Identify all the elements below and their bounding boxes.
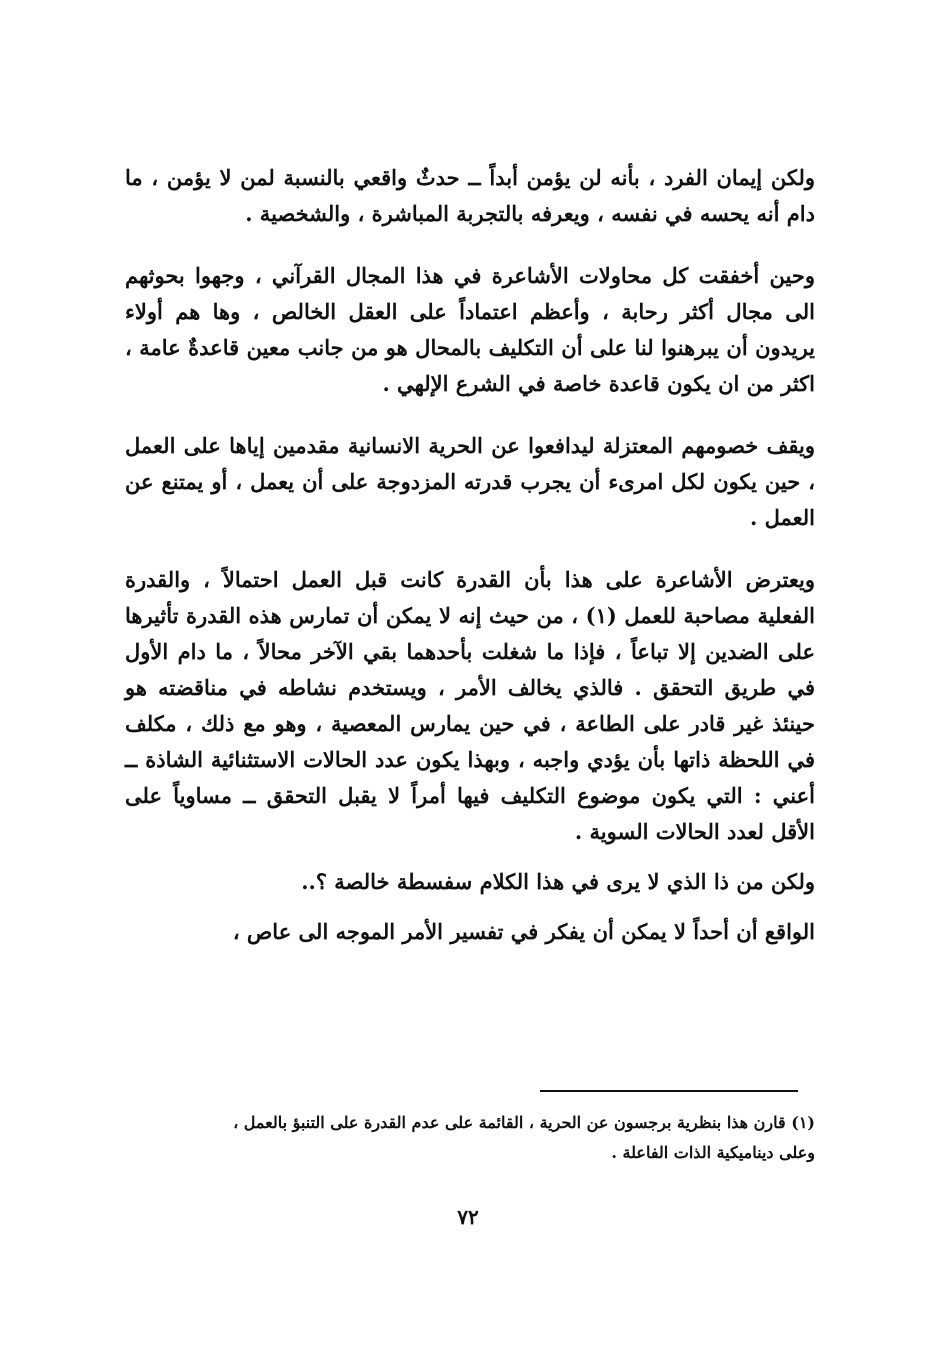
- footnote-separator: [540, 1090, 798, 1092]
- paragraph-5: ولكن من ذا الذي لا يرى في هذا الكلام سفسطة خالصة ؟..: [301, 869, 815, 894]
- footnote-line-1: (١) قارن هذا بنظرية برجسون عن الحرية ، القائمة على عدم القدرة على التنبؤ بالعمل ،: [233, 1113, 815, 1132]
- paragraph-4: ويعترض الأشاعرة على هذا بأن القدرة كانت قبل العمل احتمالاً ، والقدرة الفعلية مصاحبة للعمل (١) ، من حيث إنه لا يمكن أن تمارس هذه القدرة تأثيرها على الضدين إلا تباعاً ، فإذا ما شغلت بأحدهما بقي الآخر محالاً ، ما دام الأول في طريق التحقق . فالذي يخالف الأمر ، ويستخدم نشاطه في مناقضته هو حينئذ غير قادر على الطاعة ، في حين يمارس المعصية ، وهو مع ذلك ، مكلف في اللحظة ذاتها بأن يؤدي واجبه ، وبهذا يكون عدد الحالات الاستثنائية الشاذة ــ أعني : التي يكون موضوع التكليف فيها أمراً لا يقبل التحقق ــ مساوياً على الأقل لعدد الحالات السوية .: [125, 567, 815, 844]
- main-text: [125, 160, 815, 950]
- paragraph-6: الواقع أن أحداً لا يمكن أن يفكر في تفسير الأمر الموجه الى عاص ،: [232, 919, 815, 944]
- paragraph-1: ولكن إيمان الفرد ، بأنه لن يؤمن أبداً ــ حدثٌ واقعي بالنسبة لمن لا يؤمن ، ما دام أنه يحسه في نفسه ، ويعرفه بالتجربة المباشرة ، والشخصية .: [125, 165, 815, 226]
- footnote-line-2: وعلى ديناميكية الذات الفاعلة .: [611, 1143, 815, 1162]
- paragraph-3: ويقف خصومهم المعتزلة ليدافعوا عن الحرية الانسانية مقدمين إياها على العمل ، حين يكون لكل امرىء أن يجرب قدرته المزدوجة على أن يعمل ، أو يمتنع عن العمل .: [125, 433, 815, 530]
- page-number: ٧٢: [457, 1205, 479, 1229]
- footnote: [150, 1108, 815, 1168]
- paragraph-2: وحين أخفقت كل محاولات الأشاعرة في هذا المجال القرآني ، وجهوا بحوثهم الى مجال أكثر رحابة ، وأعظم اعتماداً على العقل الخالص ، وها هم أولاء يريدون أن يبرهنوا لنا على أن التكليف بالمحال هو من جانب معين قاعدةٌ عامة ، اكثر من ان يكون قاعدة خاصة في الشرع الإلهي .: [125, 263, 815, 396]
